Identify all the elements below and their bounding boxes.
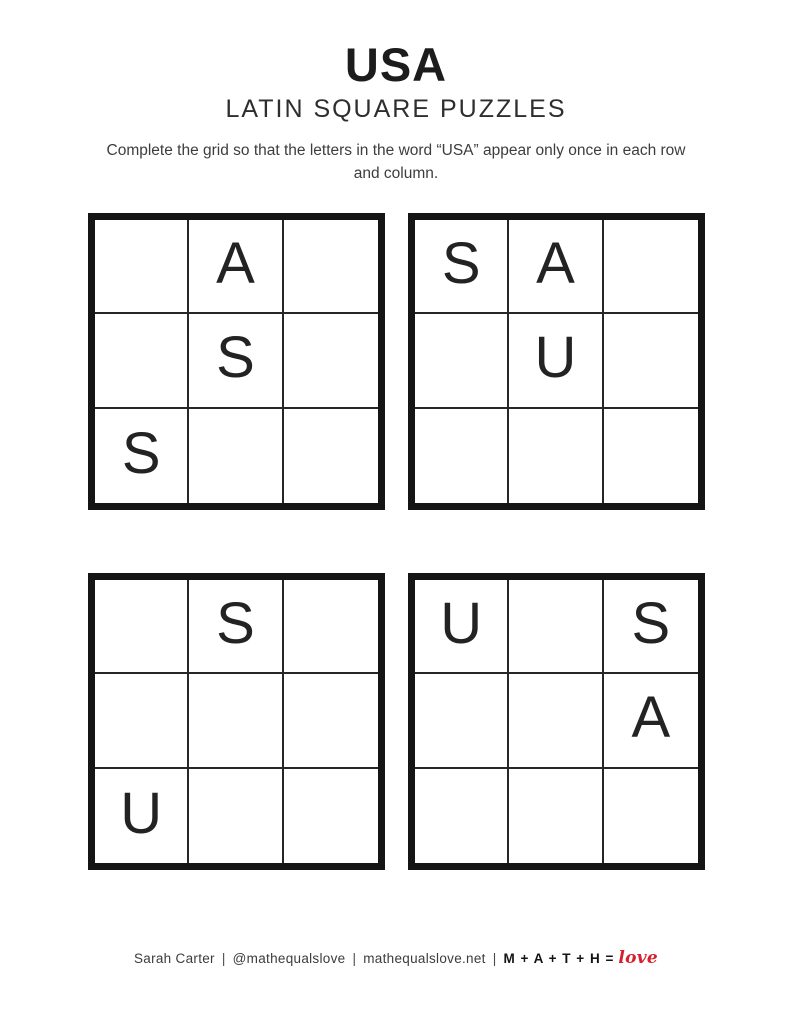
puzzle-3-cell-r2c1[interactable] xyxy=(95,674,189,768)
footer-separator: | xyxy=(352,951,357,966)
puzzle-3-cell-r3c2[interactable] xyxy=(189,769,283,863)
puzzle-grid-bottom-right xyxy=(408,573,705,870)
puzzle-3-cell-r3c3[interactable] xyxy=(284,769,378,863)
footer-credit xyxy=(0,948,792,968)
puzzle-4-cell-r3c1[interactable] xyxy=(415,769,509,863)
puzzle-grid-top-left xyxy=(88,213,385,510)
puzzle-4-cell-r2c3[interactable]: A xyxy=(604,674,698,768)
puzzle-1-cell-r3c1[interactable]: S xyxy=(95,409,189,503)
puzzle-4-cell-r1c1[interactable]: U xyxy=(415,580,509,674)
puzzle-2-cell-r3c1[interactable] xyxy=(415,409,509,503)
footer-separator: | xyxy=(221,951,226,966)
puzzle-2-cell-r2c3[interactable] xyxy=(604,314,698,408)
puzzle-1-cell-r3c2[interactable] xyxy=(189,409,283,503)
puzzle-4-cell-r3c2[interactable] xyxy=(509,769,603,863)
puzzle-2-cell-r1c2[interactable]: A xyxy=(509,220,603,314)
puzzle-2-cell-r3c3[interactable] xyxy=(604,409,698,503)
puzzle-1-cell-r1c2[interactable]: A xyxy=(189,220,283,314)
puzzle-3-cell-r1c3[interactable] xyxy=(284,580,378,674)
puzzle-4-cell-r3c3[interactable] xyxy=(604,769,698,863)
puzzle-grid-bottom-left xyxy=(88,573,385,870)
footer-brand-love-logo: love xyxy=(618,948,659,968)
footer-author: Sarah Carter xyxy=(133,951,215,966)
puzzle-4-cell-r2c2[interactable] xyxy=(509,674,603,768)
puzzle-2-cell-r2c2[interactable]: U xyxy=(509,314,603,408)
puzzle-1-cell-r2c1[interactable] xyxy=(95,314,189,408)
instructions-text: Complete the grid so that the letters in the word “USA” appear only once in each row and column. xyxy=(106,142,686,182)
puzzle-1-cell-r3c3[interactable] xyxy=(284,409,378,503)
page-subtitle: LATIN SQUARE PUZZLES xyxy=(225,95,567,124)
puzzle-2-cell-r2c1[interactable] xyxy=(415,314,509,408)
puzzle-1-cell-r2c2[interactable]: S xyxy=(189,314,283,408)
footer-separator: | xyxy=(492,951,497,966)
header xyxy=(0,0,792,185)
puzzle-2-cell-r1c3[interactable] xyxy=(604,220,698,314)
footer-brand-math: M + A + T + H = xyxy=(503,951,615,966)
puzzle-2-cell-r1c1[interactable]: S xyxy=(415,220,509,314)
puzzle-3-cell-r2c2[interactable] xyxy=(189,674,283,768)
puzzle-3-cell-r1c1[interactable] xyxy=(95,580,189,674)
puzzle-1-cell-r1c1[interactable] xyxy=(95,220,189,314)
puzzle-3-cell-r2c3[interactable] xyxy=(284,674,378,768)
puzzle-grid-top-right xyxy=(408,213,705,510)
puzzle-1-cell-r2c3[interactable] xyxy=(284,314,378,408)
puzzle-1-cell-r1c3[interactable] xyxy=(284,220,378,314)
puzzle-4-cell-r1c2[interactable] xyxy=(509,580,603,674)
puzzle-2-cell-r3c2[interactable] xyxy=(509,409,603,503)
footer-handle: @mathequalslove xyxy=(232,951,346,966)
page-title: USA xyxy=(344,38,448,91)
puzzle-4-cell-r1c3[interactable]: S xyxy=(604,580,698,674)
puzzle-3-cell-r3c1[interactable]: U xyxy=(95,769,189,863)
puzzle-3-cell-r1c2[interactable]: S xyxy=(189,580,283,674)
puzzle-4-cell-r2c1[interactable] xyxy=(415,674,509,768)
footer-website: mathequalslove.net xyxy=(363,951,486,966)
